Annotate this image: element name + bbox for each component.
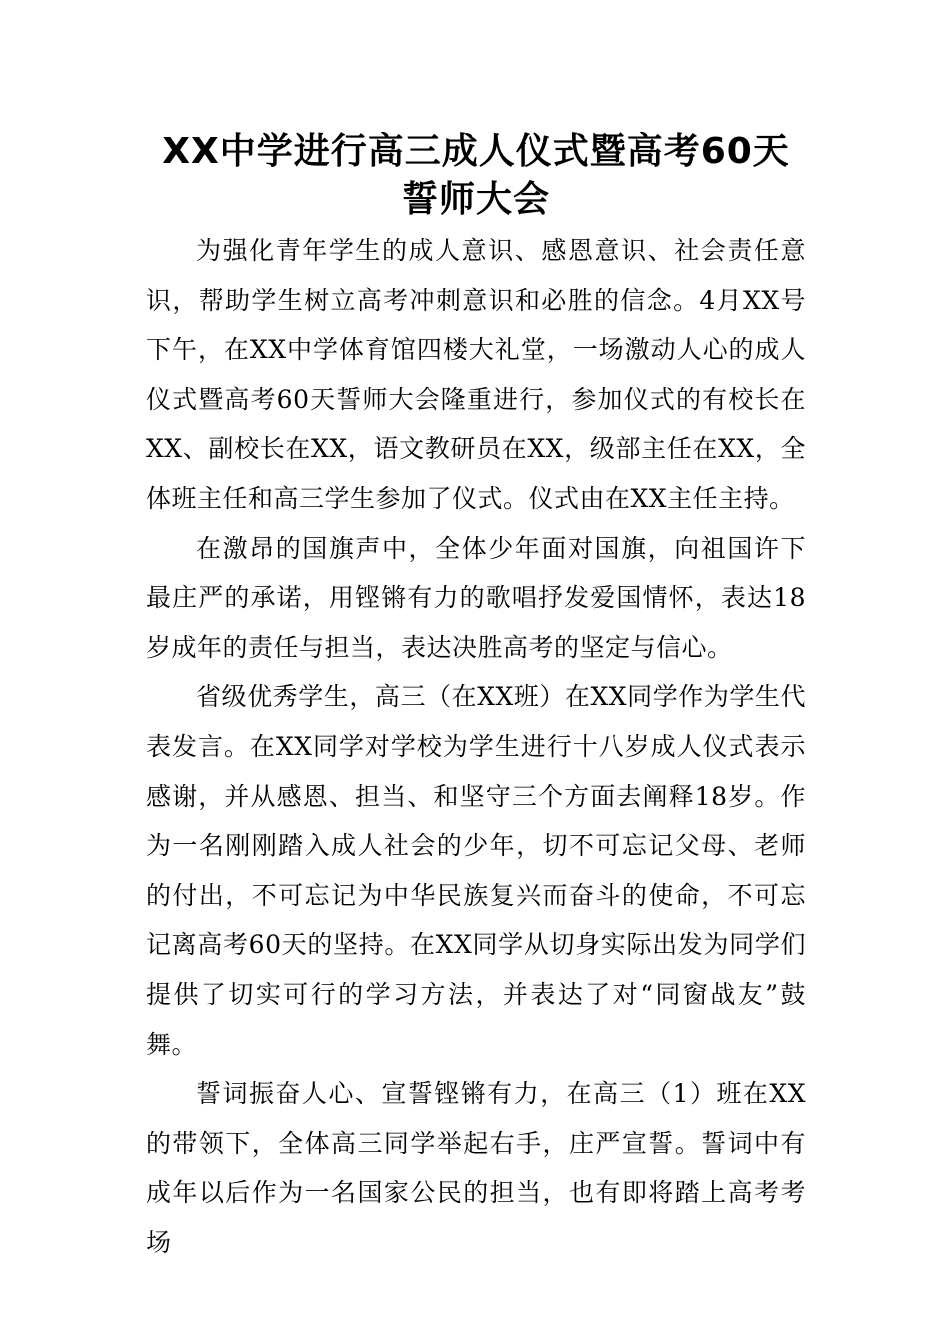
paragraph-intro: 为强化青年学生的成人意识、感恩意识、社会责任意识，帮助学生树立高考冲刺意识和必胜的信念。4月XX号下午，在XX中学体育馆四楼大礼堂，一场激动人心的成人仪式暨高考60天誓师大会隆重进行，参加仪式的有校长在XX、副校长在XX，语文教研员在XX，级部主任在XX，全体班主任和高三学生参加了仪式。仪式由在XX主任主持。 bbox=[146, 236, 806, 513]
document-page bbox=[146, 128, 806, 1267]
paragraph-flag-ceremony: 在激昂的国旗声中，全体少年面对国旗，向祖国许下最庄严的承诺，用铿锵有力的歌唱抒发爱国情怀，表达18岁成年的责任与担当，表达决胜高考的坚定与信心。 bbox=[146, 533, 806, 662]
title-line-1: XX中学进行高三成人仪式暨高考60天 bbox=[162, 131, 790, 172]
paragraph-oath: 誓词振奋人心、宣誓铿锵有力，在高三（1）班在XX的带领下，全体高三同学举起右手，庄严宣誓。誓词中有成年以后作为一名国家公民的担当，也有即将踏上高考考场 bbox=[146, 1079, 806, 1257]
document-title bbox=[146, 128, 806, 224]
paragraph-student-speech: 省级优秀学生，高三（在XX班）在XX同学作为学生代表发言。在XX同学对学校为学生进行十八岁成人仪式表示感谢，并从感恩、担当、和坚守三个方面去阐释18岁。作为一名刚刚踏入成人社会的少年，切不可忘记父母、老师的付出，不可忘记为中华民族复兴而奋斗的使命，不可忘记离高考60天的坚持。在XX同学从切身实际出发为同学们提供了切实可行的学习方法，并表达了对“同窗战友”鼓舞。 bbox=[146, 682, 806, 1059]
title-line-2: 誓师大会 bbox=[401, 179, 550, 220]
document-body bbox=[146, 226, 806, 1267]
